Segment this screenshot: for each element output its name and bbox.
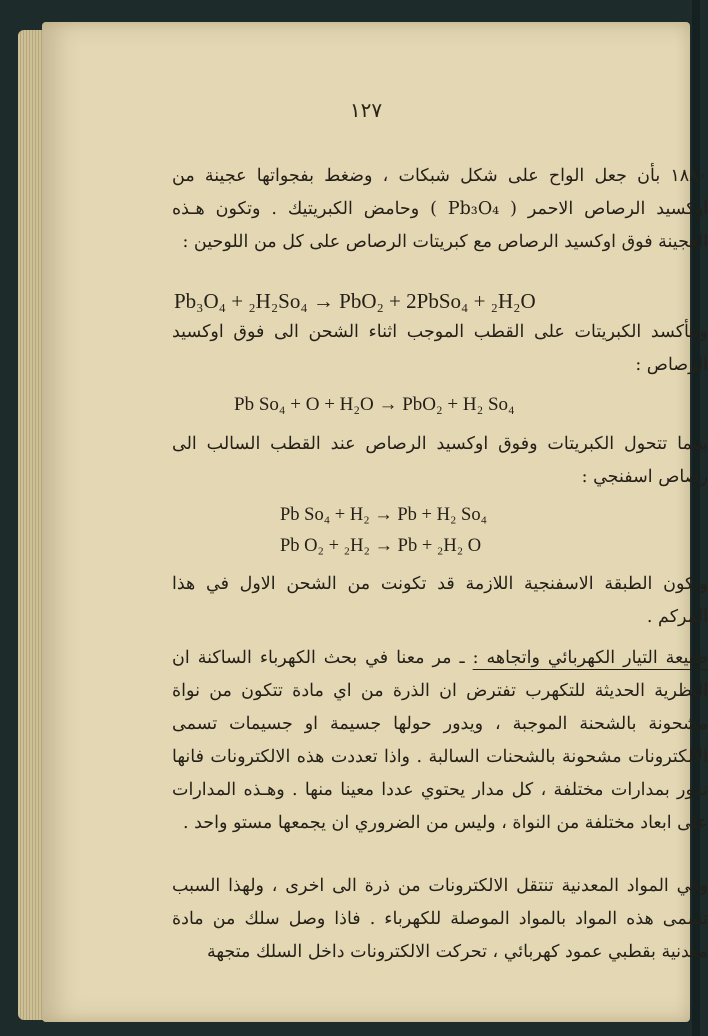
equation-negative-plate-2: Pb O₂ + ₂H₂ → Pb + ₂H₂ O	[280, 536, 482, 556]
section-heading: طبيعة التيار الكهربائي واتجاهه :	[472, 648, 708, 668]
paragraph-oxidation: وتتأكسد الكبريتات على القطب الموجب اثناء الشحن الى فوق اوكسيد الرصاص :	[172, 322, 708, 375]
page-number: ١٢٧	[349, 98, 383, 122]
book-page	[42, 22, 708, 1022]
equation-positive-plate: Pb So₄ + O + H₂O → PbO₂ + H₂ So₄	[234, 394, 515, 415]
paragraph-battery-plates: ١٨٨٠ بأن جعل الواح على شكل شبكات ، وضغط بفجواتها عجينة من اوكسيد الرصاص الاحمر ( Pb₃O₄ ) وحامض الكبريتيك . وتكون هـذه العجينة فوق اوكسيد الرصاص مع كبريتات الرصاص على كل من اللوحين :	[172, 166, 708, 252]
paragraph-metal-conduction: وفي المواد المعدنية تنتقل الالكترونات من ذرة الى اخرى ، ولهذا السبب تسمى هذه المواد بالمواد الموصلة للكهرباء . فاذا وصل سلك من مادة معدنية بقطبي عمود كهربائي ، تحركت الالكترونات داخل السلك متجهة	[172, 876, 708, 962]
equation-negative-plate-1: Pb So₄ + H₂ → Pb + H₂ So₄	[280, 505, 488, 525]
paragraph-spongy-layer: وتكون الطبقة الاسفنجية اللازمة قد تكونت من الشحن الاول في هذا المركم .	[172, 574, 708, 627]
equation-charge-reaction: Pb₃O₄ + ₂H₂So₄ → PbO₂ + 2PbSo₄ + ₂H₂O	[174, 289, 536, 313]
paragraph-electron-theory: ـ مر معنا في بحث الكهرباء الساكنة ان النظرية الحديثة للتكهرب تفترض ان الذرة من اي مادة تتكون من نواة مشحونة بالشحنة الموجبة ، ويدور حولها جسيمة او جسيمات تسمى الالكترونات مشحونة بالشحنات السالبة . واذا تعددت هذه الالكترونات فانها تدور بمدارات مختلفة ، كل مدار يحتوي عددا معينا منها . وهـذه المدارات على ابعاد مختلفة من النواة ، وليس من الضروري ان يجمعها مستو واحد .	[172, 648, 708, 833]
paragraph-current-nature	[172, 642, 708, 840]
paragraph-spongy-lead: بينما تتحول الكبريتات وفوق اوكسيد الرصاص عند القطب السالب الى رصاص اسفنجي :	[172, 434, 708, 487]
